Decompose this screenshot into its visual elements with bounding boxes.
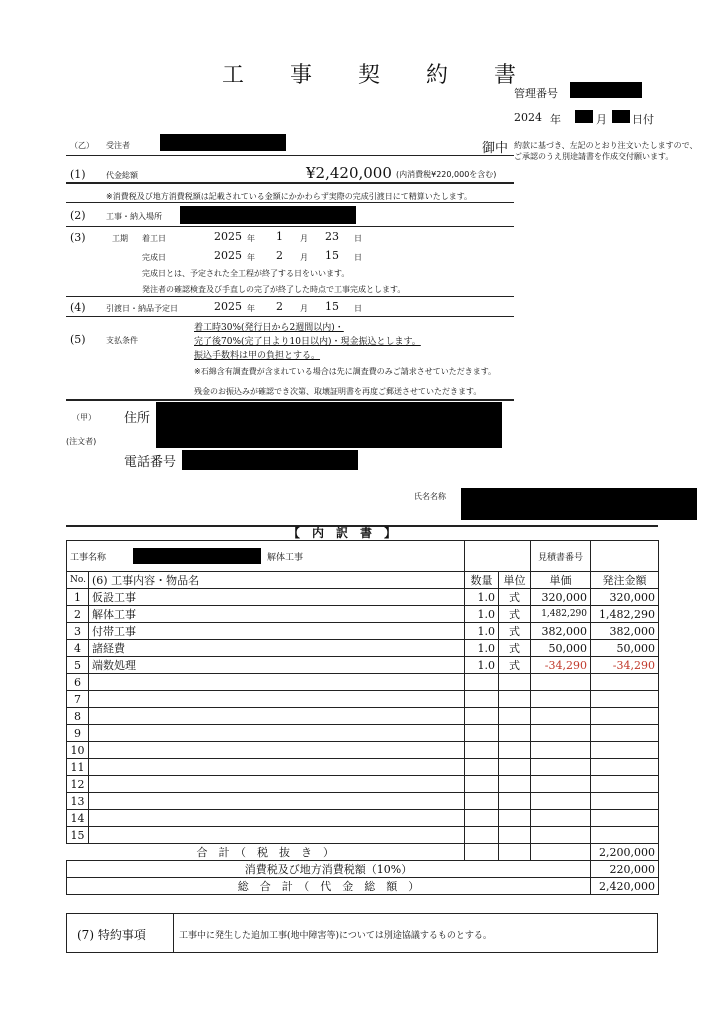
row-price: -34,290 bbox=[531, 657, 591, 674]
header-amount: 発注金額 bbox=[591, 572, 659, 589]
row-unit bbox=[499, 708, 531, 725]
delivery-day: 15 bbox=[325, 300, 339, 313]
row-no: 1 bbox=[67, 589, 89, 606]
amount-value: ¥2,420,000 bbox=[306, 164, 392, 182]
row-qty bbox=[465, 759, 499, 776]
row-qty bbox=[465, 708, 499, 725]
row-unit bbox=[499, 776, 531, 793]
period-number: (3) bbox=[70, 231, 86, 244]
start-date-label: 着工日 bbox=[142, 234, 166, 243]
row-qty bbox=[465, 776, 499, 793]
special-terms-box bbox=[66, 913, 658, 953]
row-price bbox=[531, 691, 591, 708]
row-qty bbox=[465, 793, 499, 810]
row-price: 1,482,290 bbox=[531, 606, 591, 623]
table-row bbox=[67, 674, 659, 691]
redacted-day bbox=[612, 110, 630, 123]
row-item bbox=[89, 691, 465, 708]
payment-line-2: 完了後70%(完了日より10日以内)・現金振込とします。 bbox=[194, 337, 421, 347]
divider bbox=[66, 202, 514, 203]
row-unit: 式 bbox=[499, 623, 531, 640]
row-qty bbox=[465, 674, 499, 691]
redacted-phone bbox=[182, 450, 358, 470]
payment-number: (5) bbox=[70, 333, 86, 346]
row-no: 14 bbox=[67, 810, 89, 827]
row-unit bbox=[499, 827, 531, 844]
row-unit bbox=[499, 793, 531, 810]
tax-row bbox=[67, 861, 659, 878]
delivery-number: (4) bbox=[70, 301, 86, 314]
row-qty bbox=[465, 742, 499, 759]
special-terms-label: (7) 特約事項 bbox=[77, 928, 146, 942]
row-unit: 式 bbox=[499, 589, 531, 606]
end-year: 2025 bbox=[214, 249, 242, 262]
row-amount bbox=[591, 674, 659, 691]
divider bbox=[173, 914, 174, 952]
table-row bbox=[67, 742, 659, 759]
blank-cell bbox=[499, 844, 531, 861]
row-unit bbox=[499, 691, 531, 708]
row-price: 382,000 bbox=[531, 623, 591, 640]
row-amount: 382,000 bbox=[591, 623, 659, 640]
client-sub: (注文者) bbox=[66, 437, 97, 446]
row-qty bbox=[465, 827, 499, 844]
header-price: 単価 bbox=[531, 572, 591, 589]
divider bbox=[66, 399, 514, 401]
row-unit bbox=[499, 742, 531, 759]
row-no: 10 bbox=[67, 742, 89, 759]
header-qty: 数量 bbox=[465, 572, 499, 589]
row-price bbox=[531, 708, 591, 725]
total-value: 2,420,000 bbox=[591, 878, 659, 895]
row-no: 11 bbox=[67, 759, 89, 776]
row-price bbox=[531, 827, 591, 844]
row-no: 3 bbox=[67, 623, 89, 640]
row-amount bbox=[591, 827, 659, 844]
work-name-cell bbox=[67, 541, 465, 572]
row-amount bbox=[591, 810, 659, 827]
table-row bbox=[67, 589, 659, 606]
row-amount: 50,000 bbox=[591, 640, 659, 657]
row-item bbox=[89, 759, 465, 776]
row-price: 50,000 bbox=[531, 640, 591, 657]
row-amount bbox=[591, 691, 659, 708]
row-qty: 1.0 bbox=[465, 589, 499, 606]
work-name-label: 工事名称 bbox=[70, 552, 107, 563]
row-item: 解体工事 bbox=[89, 606, 465, 623]
payment-note-1: ※石綿含有調査費が含まれている場合は先に調査費のみご請求させていただきます。 bbox=[194, 367, 497, 376]
divider bbox=[66, 155, 514, 156]
management-number-label: 管理番号 bbox=[514, 87, 558, 100]
table-header-row bbox=[67, 572, 659, 589]
row-item: 仮設工事 bbox=[89, 589, 465, 606]
row-item: 付帯工事 bbox=[89, 623, 465, 640]
row-price: 320,000 bbox=[531, 589, 591, 606]
total-label: 総 合 計 （ 代 金 総 額 ） bbox=[67, 878, 591, 895]
table-row bbox=[67, 657, 659, 674]
row-price bbox=[531, 725, 591, 742]
row-qty: 1.0 bbox=[465, 640, 499, 657]
start-day: 23 bbox=[325, 230, 339, 243]
row-unit bbox=[499, 810, 531, 827]
amount-note: ※消費税及び地方消費税額は記載されている金額にかかわらず実際の完成引渡日にて精算いたします。 bbox=[106, 192, 473, 201]
table-row bbox=[67, 640, 659, 657]
redacted-client-name bbox=[461, 488, 697, 520]
row-item bbox=[89, 708, 465, 725]
row-unit: 式 bbox=[499, 640, 531, 657]
end-year-suffix: 年 bbox=[247, 253, 255, 262]
date-day-suffix: 日付 bbox=[632, 113, 654, 126]
row-amount: 320,000 bbox=[591, 589, 659, 606]
start-month: 1 bbox=[276, 230, 283, 243]
work-name-row bbox=[67, 541, 659, 572]
payment-line-3: 振込手数料は甲の負担とする。 bbox=[194, 351, 321, 361]
period-note-2: 発注者の確認検査及び手直しの完了が終了した時点で工事完成とします。 bbox=[142, 285, 406, 294]
payment-line-1: 着工時30%(発行日から2週間以内)・ bbox=[194, 323, 344, 333]
row-no: 2 bbox=[67, 606, 89, 623]
client-number: （甲） bbox=[72, 413, 96, 422]
row-qty bbox=[465, 691, 499, 708]
row-no: 12 bbox=[67, 776, 89, 793]
payment-note-2: 残金のお振込みが確認でき次第、取壊証明書を再度ご郵送させていただきます。 bbox=[194, 387, 482, 396]
row-item bbox=[89, 776, 465, 793]
row-amount bbox=[591, 793, 659, 810]
row-no: 9 bbox=[67, 725, 89, 742]
row-price bbox=[531, 742, 591, 759]
amount-number: (1) bbox=[70, 168, 86, 181]
row-item: 諸経費 bbox=[89, 640, 465, 657]
table-row bbox=[67, 606, 659, 623]
delivery-label: 引渡日・納品予定日 bbox=[106, 304, 178, 313]
row-qty bbox=[465, 725, 499, 742]
breakdown-table bbox=[66, 540, 659, 895]
date-year: 2024 bbox=[514, 111, 542, 124]
place-label: 工事・納入場所 bbox=[106, 212, 162, 221]
work-name: 解体工事 bbox=[267, 553, 304, 563]
onchu-label: 御中 bbox=[482, 141, 509, 156]
divider bbox=[66, 316, 514, 317]
table-row bbox=[67, 725, 659, 742]
special-terms-text: 工事中に発生した追加工事(地中障害等)については別途協議するものとする。 bbox=[179, 931, 492, 941]
blank-cell bbox=[531, 844, 591, 861]
end-day-suffix: 日 bbox=[354, 253, 362, 262]
row-amount bbox=[591, 725, 659, 742]
divider bbox=[66, 182, 514, 184]
start-year: 2025 bbox=[214, 230, 242, 243]
date-month-suffix: 月 bbox=[596, 113, 607, 126]
payment-label: 支払条件 bbox=[106, 336, 138, 345]
blank-cell bbox=[465, 541, 531, 572]
row-no: 6 bbox=[67, 674, 89, 691]
document-title: 工 事 契 約 書 bbox=[222, 63, 529, 88]
header-unit: 単位 bbox=[499, 572, 531, 589]
divider bbox=[66, 226, 514, 227]
header-no: No. bbox=[67, 572, 89, 589]
table-row bbox=[67, 623, 659, 640]
table-row bbox=[67, 810, 659, 827]
row-unit: 式 bbox=[499, 606, 531, 623]
row-item bbox=[89, 827, 465, 844]
table-row bbox=[67, 708, 659, 725]
row-item bbox=[89, 674, 465, 691]
blank-cell bbox=[465, 844, 499, 861]
row-item bbox=[89, 725, 465, 742]
redacted-management-number bbox=[570, 82, 642, 98]
row-no: 7 bbox=[67, 691, 89, 708]
redacted-work-name bbox=[133, 548, 261, 564]
amount-tax: (内消費税¥220,000を含む) bbox=[396, 170, 497, 179]
delivery-day-suffix: 日 bbox=[354, 304, 362, 313]
estimate-number-cell bbox=[591, 541, 659, 572]
row-price bbox=[531, 810, 591, 827]
place-number: (2) bbox=[70, 209, 86, 222]
delivery-month: 2 bbox=[276, 300, 283, 313]
row-price bbox=[531, 674, 591, 691]
row-qty: 1.0 bbox=[465, 606, 499, 623]
row-item bbox=[89, 793, 465, 810]
row-item bbox=[89, 742, 465, 759]
date-year-suffix: 年 bbox=[550, 113, 561, 126]
client-tel-label: 電話番号 bbox=[124, 455, 177, 470]
row-no: 4 bbox=[67, 640, 89, 657]
end-month-suffix: 月 bbox=[300, 253, 308, 262]
row-amount bbox=[591, 759, 659, 776]
row-qty: 1.0 bbox=[465, 623, 499, 640]
total-row bbox=[67, 878, 659, 895]
period-note-1: 完成日とは、予定された全工程が終了する日をいいます。 bbox=[142, 269, 350, 278]
start-month-suffix: 月 bbox=[300, 234, 308, 243]
start-year-suffix: 年 bbox=[247, 234, 255, 243]
table-row bbox=[67, 793, 659, 810]
amount-label: 代金総額 bbox=[106, 171, 138, 180]
row-item: 端数処理 bbox=[89, 657, 465, 674]
redacted-place bbox=[180, 206, 356, 224]
order-note: 約款に基づき、左記のとおり注文いたしますので、ご承認のうえ別途請書を作成交付願います。 bbox=[514, 141, 698, 161]
contractor-label: 受注者 bbox=[106, 141, 130, 150]
subtotal-label: 合 計 （ 税 抜 き ） bbox=[67, 844, 465, 861]
row-qty bbox=[465, 810, 499, 827]
period-label: 工期 bbox=[112, 234, 128, 243]
row-price bbox=[531, 759, 591, 776]
table-row bbox=[67, 827, 659, 844]
row-no: 5 bbox=[67, 657, 89, 674]
row-item bbox=[89, 810, 465, 827]
end-day: 15 bbox=[325, 249, 339, 262]
tax-label: 消費税及び地方消費税額（10%） bbox=[67, 861, 591, 878]
row-amount bbox=[591, 708, 659, 725]
table-row bbox=[67, 776, 659, 793]
row-amount bbox=[591, 742, 659, 759]
row-no: 8 bbox=[67, 708, 89, 725]
row-qty: 1.0 bbox=[465, 657, 499, 674]
end-month: 2 bbox=[276, 249, 283, 262]
delivery-year-suffix: 年 bbox=[247, 304, 255, 313]
tax-value: 220,000 bbox=[591, 861, 659, 878]
row-amount: 1,482,290 bbox=[591, 606, 659, 623]
redacted-contractor-name bbox=[160, 134, 286, 151]
row-price bbox=[531, 776, 591, 793]
row-unit bbox=[499, 759, 531, 776]
table-row bbox=[67, 759, 659, 776]
client-name-label: 氏名名称 bbox=[414, 492, 446, 501]
table-row bbox=[67, 691, 659, 708]
divider bbox=[66, 296, 514, 297]
breakdown-title: 【 内 訳 書 】 bbox=[288, 526, 397, 540]
row-unit: 式 bbox=[499, 657, 531, 674]
row-amount bbox=[591, 776, 659, 793]
row-unit bbox=[499, 674, 531, 691]
redacted-address bbox=[156, 402, 502, 448]
start-day-suffix: 日 bbox=[354, 234, 362, 243]
client-address-label: 住所 bbox=[124, 411, 151, 426]
end-date-label: 完成日 bbox=[142, 253, 166, 262]
estimate-number-label: 見積書番号 bbox=[531, 541, 591, 572]
subtotal-value: 2,200,000 bbox=[591, 844, 659, 861]
redacted-month bbox=[575, 110, 593, 123]
contractor-number: （乙） bbox=[70, 141, 94, 150]
row-amount: -34,290 bbox=[591, 657, 659, 674]
row-no: 13 bbox=[67, 793, 89, 810]
row-no: 15 bbox=[67, 827, 89, 844]
row-unit bbox=[499, 725, 531, 742]
header-item: (6) 工事内容・物品名 bbox=[89, 572, 465, 589]
row-price bbox=[531, 793, 591, 810]
delivery-year: 2025 bbox=[214, 300, 242, 313]
subtotal-row bbox=[67, 844, 659, 861]
delivery-month-suffix: 月 bbox=[300, 304, 308, 313]
